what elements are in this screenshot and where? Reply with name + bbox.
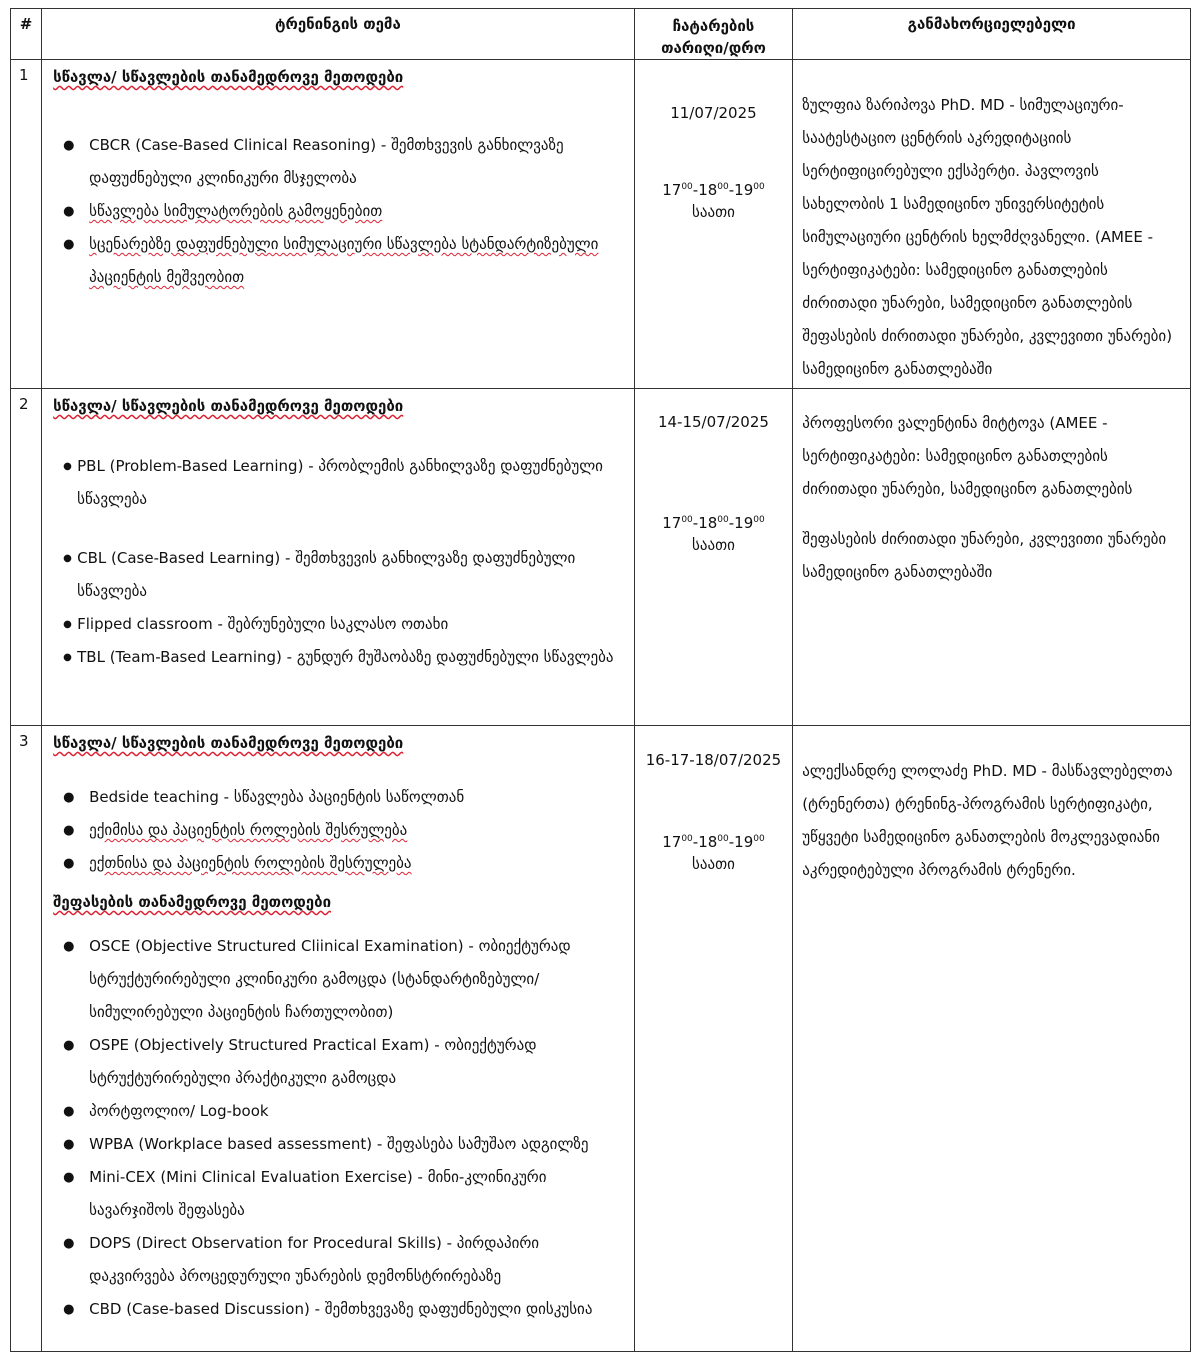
list-item: ● Bedside teaching - სწავლება პაციენტის საწოლთან xyxy=(53,781,628,814)
table-row xyxy=(11,389,1191,726)
time-text: $17^{00}-18^{00}-19^{00}$ საათი xyxy=(662,514,765,554)
bullet-icon: ● xyxy=(63,204,75,219)
row-topic xyxy=(42,60,635,389)
bullet-icon: ● xyxy=(63,461,72,472)
table-row xyxy=(11,726,1191,1352)
row-date xyxy=(634,60,793,389)
list-item: ● OSCE (Objective Structured Cliinical Examination) - ობიექტურად სტრუქტურირებული კლინიკური გამოცდა (სტანდარტიზებული/სიმულირებული პაციენტის ჩართულობით) xyxy=(53,930,628,1029)
bullet-icon: ● xyxy=(63,1137,75,1152)
header-date xyxy=(634,9,793,60)
row-trainer xyxy=(793,60,1191,389)
trainer-text: ზულფია ზარიპოვა PhD. MD - სიმულაციური-საატესტაციო ცენტრის აკრედიტაციის სერტიფიცირებული ექსპერტი. პავლოვის სახელობის 1 სამედიცინო უნივერსიტეტის სიმულაციური ცენტრის ხელმძღვანელი. (AMEE - სერტიფიკატები: სამედიცინო განათლების ძირითადი უნარები, სამედიცინო განათლების შეფასების ძირითადი უნარები, კვლევითი უნარები) სამედიცინო განათლებაში xyxy=(802,96,1173,378)
time-unit: საათი xyxy=(692,203,735,221)
header-topic: ტრენინგის თემა xyxy=(42,9,635,60)
time-text: $17^{00}-18^{00}-19^{00}$ საათი xyxy=(662,833,765,873)
header-num: # xyxy=(11,9,42,60)
list-item: ● CBCR (Case-Based Clinical Reasoning) - შემთხვევის განხილვაზე დაფუძნებული კლინიკური მსჯელობა xyxy=(53,129,628,195)
time-unit: საათი xyxy=(692,536,735,554)
list-item: ● პორტფოლიო/ Log-book xyxy=(53,1095,628,1128)
topic-list xyxy=(53,450,628,674)
section-title: სწავლა/ სწავლების თანამედროვე მეთოდები xyxy=(53,734,404,752)
section-title-assessment: შეფასების თანამედროვე მეთოდები xyxy=(53,893,332,911)
list-item: ● ექთნისა და პაციენტის როლების შესრულება xyxy=(53,847,628,880)
bullet-icon: ● xyxy=(63,1236,75,1251)
bullet-icon: ● xyxy=(63,652,72,663)
header-trainer: განმახორციელებელი xyxy=(793,9,1191,60)
time-text: $17^{00}-18^{00}-19^{00}$ საათი xyxy=(662,181,765,221)
bullet-icon: ● xyxy=(63,1104,75,1119)
topic-list xyxy=(53,129,628,294)
bullet-icon: ● xyxy=(63,1170,75,1185)
assessment-list xyxy=(53,930,628,1326)
header-row xyxy=(11,9,1191,60)
topic-list xyxy=(53,781,628,880)
trainer-text-continued: შეფასების ძირითადი უნარები, კვლევითი უნარები სამედიცინო განათლებაში xyxy=(802,530,1167,581)
training-schedule-table xyxy=(10,8,1191,1352)
row-date xyxy=(634,389,793,726)
list-item: ● Mini-CEX (Mini Clinical Evaluation Exercise) - მინი-კლინიკური სავარჯიშოს შეფასება xyxy=(53,1161,628,1227)
list-item: ● ექიმისა და პაციენტის როლების შესრულება xyxy=(53,814,628,847)
bullet-icon: ● xyxy=(63,237,75,252)
date-text: 11/07/2025 xyxy=(670,104,757,122)
row-topic xyxy=(42,389,635,726)
list-item: ● TBL (Team-Based Learning) - გუნდურ მუშაობაზე დაფუძნებული სწავლება xyxy=(53,641,628,674)
row-num: 3 xyxy=(11,726,42,1352)
bullet-icon: ● xyxy=(63,1038,75,1053)
list-item: ● PBL (Problem-Based Learning) - პრობლემის განხილვაზე დაფუძნებული სწავლება xyxy=(53,450,628,516)
row-num: 2 xyxy=(11,389,42,726)
row-date xyxy=(634,726,793,1352)
row-num: 1 xyxy=(11,60,42,389)
list-item: ● CBD (Case-based Discussion) - შემთხვევაზე დაფუძნებული დისკუსია xyxy=(53,1293,628,1326)
bullet-icon: ● xyxy=(63,1302,75,1317)
bullet-icon: ● xyxy=(63,939,75,954)
bullet-icon: ● xyxy=(63,619,72,630)
row-trainer xyxy=(793,389,1191,726)
list-item: ● Flipped classroom - შებრუნებული საკლასო ოთახი xyxy=(53,608,628,641)
bullet-icon: ● xyxy=(63,553,72,564)
bullet-icon: ● xyxy=(63,823,75,838)
table-row xyxy=(11,60,1191,389)
bullet-icon: ● xyxy=(63,790,75,805)
list-item: ● სწავლება სიმულატორების გამოყენებით xyxy=(53,195,628,228)
list-item: ● CBL (Case-Based Learning) - შემთხვევის განხილვაზე დაფუძნებული სწავლება xyxy=(53,542,628,608)
section-title: სწავლა/ სწავლების თანამედროვე მეთოდები xyxy=(53,397,404,415)
trainer-text: პროფესორი ვალენტინა მიტტოვა (AMEE - სერტიფიკატები: სამედიცინო განათლების ძირითადი უნარები, სამედიცინო განათლების xyxy=(802,414,1133,498)
section-title: სწავლა/ სწავლების თანამედროვე მეთოდები xyxy=(53,68,404,86)
bullet-icon: ● xyxy=(63,856,75,871)
row-topic xyxy=(42,726,635,1352)
date-text: 14-15/07/2025 xyxy=(657,413,769,431)
list-item: ● OSPE (Objectively Structured Practical Exam) - ობიექტურად სტრუქტურირებული პრაქტიკული გამოცდა xyxy=(53,1029,628,1095)
header-date-label: ჩატარების თარიღი/დრო xyxy=(661,17,766,57)
list-item: ● სცენარებზე დაფუძნებული სიმულაციური სწავლება სტანდარტიზებული პაციენტის მეშვეობით xyxy=(53,228,628,294)
bullet-icon: ● xyxy=(63,138,75,153)
row-trainer xyxy=(793,726,1191,1352)
trainer-text: ალექსანდრე ლოლაძე PhD. MD - მასწავლებელთა (ტრენერთა) ტრენინგ-პროგრამის სერტიფიკატი, უწყვეტი სამედიცინო განათლების მოკლევადიანი აკრედიტებული პროგრამის ტრენერი. xyxy=(802,762,1173,879)
time-unit: საათი xyxy=(692,855,735,873)
list-item: ● WPBA (Workplace based assessment) - შეფასება სამუშაო ადგილზე xyxy=(53,1128,628,1161)
list-item: ● DOPS (Direct Observation for Procedural Skills) - პირდაპირი დაკვირვება პროცედურული უნარების დემონსტრირებაზე xyxy=(53,1227,628,1293)
date-text: 16-17-18/07/2025 xyxy=(645,751,782,769)
